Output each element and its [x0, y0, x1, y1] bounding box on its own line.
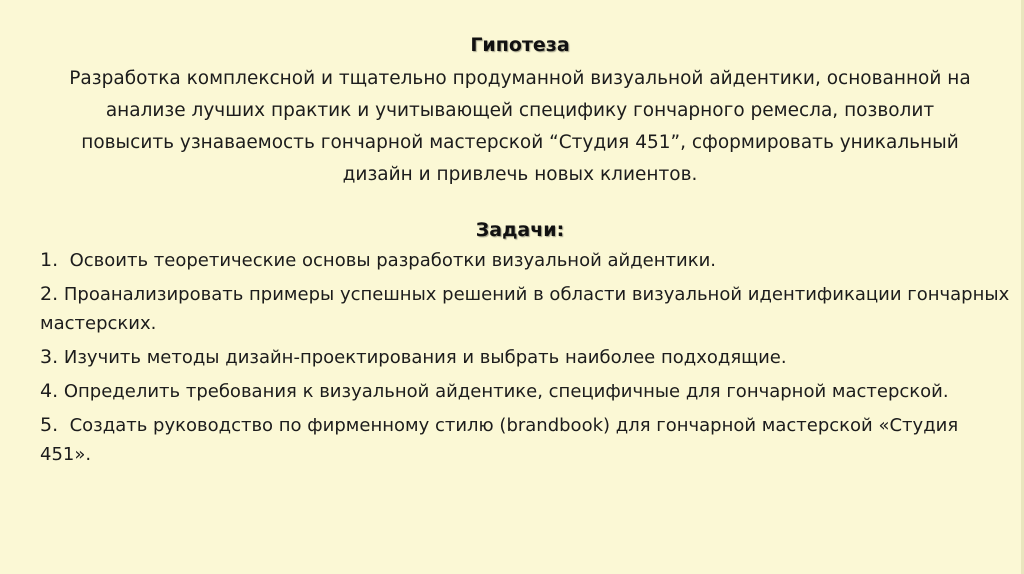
task-number: 1.: [40, 249, 59, 271]
hypothesis-title: Гипотеза: [470, 34, 570, 56]
tasks-list: [40, 246, 1010, 474]
task-text: Проанализировать примеры успешных решений в области визуальной идентификации гончарных мастерских.: [40, 284, 1010, 334]
task-item-1: [40, 246, 1010, 275]
task-number: 4.: [40, 380, 59, 402]
task-item-3: [40, 343, 1010, 372]
task-number: 3.: [40, 346, 59, 368]
task-item-2: [40, 280, 1010, 338]
task-item-4: [40, 377, 1010, 406]
task-number: 2.: [40, 283, 59, 305]
task-item-5: [40, 411, 1010, 469]
task-text: Определить требования к визуальной айдентике, специфичные для гончарной мастерской.: [63, 381, 949, 402]
task-text: Создать руководство по фирменному стилю (brandbook) для гончарной мастерской «Студия 451».: [40, 415, 959, 465]
task-text: Освоить теоретические основы разработки визуальной айдентики.: [69, 250, 716, 271]
task-text: Изучить методы дизайн-проектирования и выбрать наиболее подходящие.: [63, 347, 787, 368]
tasks-title: Задачи:: [475, 219, 565, 241]
hypothesis-text: Разработка комплексной и тщательно продуманной визуальной айдентики, основанной на анализе лучших практик и учитывающей специфику гончарного ремесла, позволит повысить узнаваемость гончарной мастерской “Студия 451”, сформировать уникальный дизайн и привлечь новых клиентов.: [69, 68, 971, 185]
task-number: 5.: [40, 414, 59, 436]
